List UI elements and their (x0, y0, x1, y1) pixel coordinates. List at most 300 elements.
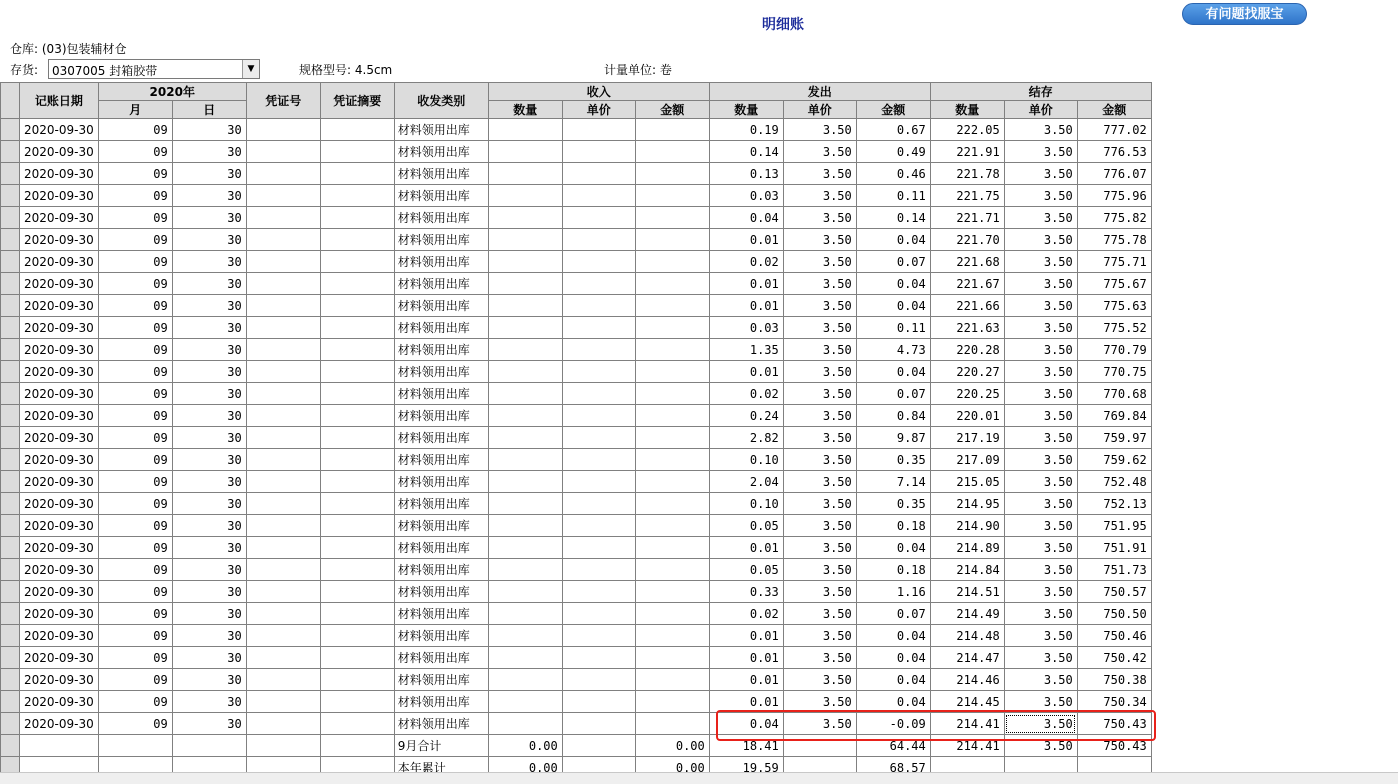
cell-balance-amount[interactable]: 750.43 (1077, 735, 1151, 757)
cell-income-amount[interactable] (635, 493, 709, 515)
cell-balance-price[interactable]: 3.50 (1004, 339, 1077, 361)
cell-date[interactable]: 2020-09-30 (20, 691, 99, 713)
cell-balance-qty[interactable]: 214.89 (930, 537, 1004, 559)
row-selector[interactable] (1, 119, 20, 141)
cell-income-amount[interactable] (635, 163, 709, 185)
cell-voucher-summary[interactable] (320, 625, 394, 647)
cell-voucher-no[interactable] (246, 625, 320, 647)
cell-income-price[interactable] (562, 669, 635, 691)
cell-income-amount[interactable] (635, 405, 709, 427)
cell-outgo-amount[interactable]: 0.07 (856, 603, 930, 625)
cell-outgo-amount[interactable]: 0.04 (856, 361, 930, 383)
table-row[interactable] (1, 185, 1152, 207)
cell-income-price[interactable] (562, 537, 635, 559)
cell-month[interactable]: 09 (98, 647, 172, 669)
cell-income-amount[interactable] (635, 207, 709, 229)
cell-balance-qty[interactable]: 214.51 (930, 581, 1004, 603)
cell-date[interactable]: 2020-09-30 (20, 515, 99, 537)
cell-month[interactable]: 09 (98, 691, 172, 713)
cell-balance-price[interactable]: 3.50 (1004, 537, 1077, 559)
cell-outgo-amount[interactable]: 0.67 (856, 119, 930, 141)
cell-balance-price[interactable]: 3.50 (1004, 625, 1077, 647)
cell-category[interactable]: 材料领用出库 (394, 229, 488, 251)
cell-outgo-qty[interactable]: 0.01 (709, 647, 783, 669)
cell-outgo-price[interactable]: 3.50 (783, 647, 856, 669)
cell-balance-amount[interactable]: 770.79 (1077, 339, 1151, 361)
cell-day[interactable]: 30 (172, 383, 246, 405)
cell-voucher-no[interactable] (246, 295, 320, 317)
cell-outgo-amount[interactable]: 0.35 (856, 449, 930, 471)
cell-balance-amount[interactable]: 750.34 (1077, 691, 1151, 713)
cell-voucher-summary[interactable] (320, 185, 394, 207)
cell-outgo-qty[interactable]: 0.14 (709, 141, 783, 163)
cell-income-price[interactable] (562, 691, 635, 713)
cell-category[interactable]: 材料领用出库 (394, 295, 488, 317)
cell-balance-qty[interactable]: 214.48 (930, 625, 1004, 647)
cell-category[interactable]: 材料领用出库 (394, 515, 488, 537)
table-row[interactable] (1, 229, 1152, 251)
row-selector[interactable] (1, 229, 20, 251)
cell-voucher-no[interactable] (246, 229, 320, 251)
cell-outgo-qty[interactable]: 0.01 (709, 295, 783, 317)
cell-voucher-no[interactable] (246, 537, 320, 559)
cell-income-amount[interactable] (635, 339, 709, 361)
cell-income-qty[interactable] (488, 427, 562, 449)
cell-income-qty[interactable] (488, 295, 562, 317)
cell-month[interactable]: 09 (98, 471, 172, 493)
cell-balance-amount[interactable]: 777.02 (1077, 119, 1151, 141)
cell-month[interactable]: 09 (98, 603, 172, 625)
cell-voucher-no[interactable] (246, 383, 320, 405)
cell-balance-amount[interactable]: 750.38 (1077, 669, 1151, 691)
cell-summary-label[interactable]: 9月合计 (394, 735, 488, 757)
cell-balance-price[interactable]: 3.50 (1004, 559, 1077, 581)
cell-outgo-amount[interactable]: 0.04 (856, 229, 930, 251)
table-row[interactable] (1, 647, 1152, 669)
cell-income-qty[interactable] (488, 405, 562, 427)
cell-income-qty[interactable] (488, 691, 562, 713)
cell-month[interactable]: 09 (98, 625, 172, 647)
cell-income-qty[interactable] (488, 669, 562, 691)
cell-date[interactable]: 2020-09-30 (20, 317, 99, 339)
cell-balance-price[interactable]: 3.50 (1004, 493, 1077, 515)
cell-income-price[interactable] (562, 757, 635, 773)
cell-outgo-amount[interactable]: 0.18 (856, 559, 930, 581)
cell-day[interactable]: 30 (172, 713, 246, 735)
cell-income-amount[interactable] (635, 625, 709, 647)
cell-outgo-price[interactable]: 3.50 (783, 339, 856, 361)
cell-income-price[interactable] (562, 713, 635, 735)
table-row[interactable] (1, 559, 1152, 581)
col-outgo-amount[interactable]: 金额 (856, 101, 930, 119)
cell-balance-qty[interactable]: 220.25 (930, 383, 1004, 405)
cell-voucher-summary[interactable] (320, 537, 394, 559)
cell-income-price[interactable] (562, 735, 635, 757)
cell-outgo-qty[interactable]: 18.41 (709, 735, 783, 757)
cell-outgo-qty[interactable]: 2.04 (709, 471, 783, 493)
row-selector[interactable] (1, 647, 20, 669)
cell-outgo-qty[interactable]: 0.10 (709, 449, 783, 471)
cell-outgo-price[interactable]: 3.50 (783, 537, 856, 559)
cell-income-qty[interactable] (488, 119, 562, 141)
cell-date[interactable] (20, 757, 99, 773)
row-selector[interactable] (1, 405, 20, 427)
cell-category[interactable]: 材料领用出库 (394, 317, 488, 339)
table-row[interactable] (1, 691, 1152, 713)
cell-date[interactable]: 2020-09-30 (20, 163, 99, 185)
cell-balance-qty[interactable]: 214.41 (930, 713, 1004, 735)
ledger-grid[interactable] (0, 82, 1398, 772)
cell-outgo-price[interactable]: 3.50 (783, 119, 856, 141)
cell-outgo-qty[interactable]: 2.82 (709, 427, 783, 449)
cell-income-amount[interactable] (635, 185, 709, 207)
cell-voucher-no[interactable] (246, 185, 320, 207)
row-selector[interactable] (1, 141, 20, 163)
cell-month[interactable]: 09 (98, 295, 172, 317)
cell-income-amount[interactable] (635, 295, 709, 317)
table-row[interactable] (1, 449, 1152, 471)
cell-balance-amount[interactable]: 752.13 (1077, 493, 1151, 515)
table-row[interactable] (1, 273, 1152, 295)
cell-outgo-amount[interactable]: 0.84 (856, 405, 930, 427)
cell-day[interactable]: 30 (172, 471, 246, 493)
col-day[interactable]: 日 (172, 101, 246, 119)
cell-income-amount[interactable] (635, 515, 709, 537)
cell-income-price[interactable] (562, 603, 635, 625)
cell-balance-amount[interactable]: 750.50 (1077, 603, 1151, 625)
cell-voucher-no[interactable] (246, 735, 320, 757)
cell-date[interactable]: 2020-09-30 (20, 471, 99, 493)
cell-outgo-qty[interactable]: 0.01 (709, 669, 783, 691)
cell-balance-qty[interactable]: 220.28 (930, 339, 1004, 361)
cell-balance-amount[interactable]: 750.46 (1077, 625, 1151, 647)
cell-outgo-qty[interactable]: 1.35 (709, 339, 783, 361)
cell-income-qty[interactable] (488, 207, 562, 229)
row-selector[interactable] (1, 383, 20, 405)
cell-balance-qty[interactable]: 221.68 (930, 251, 1004, 273)
cell-voucher-summary[interactable] (320, 515, 394, 537)
cell-voucher-summary[interactable] (320, 141, 394, 163)
col-income-amount[interactable]: 金额 (635, 101, 709, 119)
cell-income-qty[interactable] (488, 713, 562, 735)
cell-balance-qty[interactable]: 221.70 (930, 229, 1004, 251)
cell-income-qty[interactable] (488, 493, 562, 515)
cell-balance-price[interactable]: 3.50 (1004, 713, 1077, 735)
row-selector[interactable] (1, 295, 20, 317)
cell-income-price[interactable] (562, 339, 635, 361)
cell-outgo-amount[interactable]: 1.16 (856, 581, 930, 603)
cell-balance-qty[interactable]: 214.46 (930, 669, 1004, 691)
cell-date[interactable]: 2020-09-30 (20, 669, 99, 691)
cell-income-qty[interactable] (488, 361, 562, 383)
cell-voucher-summary[interactable] (320, 295, 394, 317)
cell-income-price[interactable] (562, 383, 635, 405)
cell-outgo-qty[interactable]: 0.04 (709, 207, 783, 229)
cell-outgo-qty[interactable]: 0.33 (709, 581, 783, 603)
table-row[interactable] (1, 625, 1152, 647)
chevron-down-icon[interactable]: ▼ (242, 60, 259, 78)
cell-month[interactable]: 09 (98, 405, 172, 427)
cell-income-amount[interactable] (635, 669, 709, 691)
cell-income-amount[interactable] (635, 603, 709, 625)
cell-voucher-no[interactable] (246, 581, 320, 603)
cell-income-price[interactable] (562, 185, 635, 207)
cell-month[interactable]: 09 (98, 449, 172, 471)
cell-balance-amount[interactable]: 776.07 (1077, 163, 1151, 185)
cell-category[interactable]: 材料领用出库 (394, 339, 488, 361)
table-row[interactable] (1, 295, 1152, 317)
cell-balance-price[interactable]: 3.50 (1004, 471, 1077, 493)
cell-date[interactable]: 2020-09-30 (20, 581, 99, 603)
cell-voucher-summary[interactable] (320, 493, 394, 515)
cell-balance-price[interactable]: 3.50 (1004, 691, 1077, 713)
cell-balance-qty[interactable] (930, 757, 1004, 773)
cell-month[interactable]: 09 (98, 361, 172, 383)
cell-outgo-price[interactable]: 3.50 (783, 383, 856, 405)
col-balance-amount[interactable]: 金额 (1077, 101, 1151, 119)
cell-voucher-summary[interactable] (320, 339, 394, 361)
cell-outgo-amount[interactable]: 0.11 (856, 317, 930, 339)
cell-voucher-no[interactable] (246, 647, 320, 669)
cell-day[interactable] (172, 757, 246, 773)
cell-balance-amount[interactable]: 751.91 (1077, 537, 1151, 559)
cell-voucher-summary[interactable] (320, 361, 394, 383)
cell-outgo-qty[interactable]: 0.01 (709, 229, 783, 251)
cell-outgo-price[interactable]: 3.50 (783, 471, 856, 493)
cell-income-amount[interactable] (635, 119, 709, 141)
cell-balance-price[interactable]: 3.50 (1004, 207, 1077, 229)
cell-balance-price[interactable]: 3.50 (1004, 229, 1077, 251)
cell-summary-label[interactable]: 本年累计 (394, 757, 488, 773)
row-selector[interactable] (1, 449, 20, 471)
cell-voucher-no[interactable] (246, 317, 320, 339)
cell-balance-qty[interactable]: 221.66 (930, 295, 1004, 317)
cell-balance-price[interactable]: 3.50 (1004, 361, 1077, 383)
cell-outgo-price[interactable] (783, 735, 856, 757)
cell-income-qty[interactable] (488, 141, 562, 163)
row-selector[interactable] (1, 537, 20, 559)
cell-balance-qty[interactable]: 221.67 (930, 273, 1004, 295)
cell-income-qty[interactable] (488, 471, 562, 493)
cell-date[interactable]: 2020-09-30 (20, 119, 99, 141)
cell-outgo-qty[interactable]: 0.04 (709, 713, 783, 735)
cell-outgo-price[interactable]: 3.50 (783, 669, 856, 691)
cell-balance-qty[interactable]: 214.45 (930, 691, 1004, 713)
cell-day[interactable]: 30 (172, 361, 246, 383)
cell-date[interactable]: 2020-09-30 (20, 273, 99, 295)
cell-voucher-no[interactable] (246, 273, 320, 295)
cell-voucher-summary[interactable] (320, 757, 394, 773)
row-selector[interactable] (1, 515, 20, 537)
cell-outgo-price[interactable]: 3.50 (783, 713, 856, 735)
cell-balance-price[interactable]: 3.50 (1004, 405, 1077, 427)
cell-outgo-amount[interactable]: 0.18 (856, 515, 930, 537)
cell-balance-qty[interactable]: 214.84 (930, 559, 1004, 581)
cell-outgo-amount[interactable]: 4.73 (856, 339, 930, 361)
cell-month[interactable]: 09 (98, 383, 172, 405)
cell-category[interactable]: 材料领用出库 (394, 559, 488, 581)
cell-day[interactable]: 30 (172, 141, 246, 163)
cell-voucher-no[interactable] (246, 361, 320, 383)
cell-income-qty[interactable] (488, 581, 562, 603)
cell-day[interactable]: 30 (172, 273, 246, 295)
cell-voucher-no[interactable] (246, 603, 320, 625)
cell-category[interactable]: 材料领用出库 (394, 691, 488, 713)
cell-income-amount[interactable] (635, 691, 709, 713)
cell-income-price[interactable] (562, 317, 635, 339)
col-outgo-price[interactable]: 单价 (783, 101, 856, 119)
cell-voucher-no[interactable] (246, 691, 320, 713)
cell-balance-price[interactable]: 3.50 (1004, 515, 1077, 537)
cell-date[interactable]: 2020-09-30 (20, 625, 99, 647)
col-voucher-no[interactable]: 凭证号 (246, 83, 320, 119)
cell-category[interactable]: 材料领用出库 (394, 361, 488, 383)
cell-day[interactable]: 30 (172, 603, 246, 625)
cell-balance-amount[interactable]: 770.75 (1077, 361, 1151, 383)
row-selector[interactable] (1, 581, 20, 603)
cell-voucher-summary[interactable] (320, 119, 394, 141)
table-row[interactable] (1, 163, 1152, 185)
cell-outgo-qty[interactable]: 0.01 (709, 273, 783, 295)
table-row[interactable] (1, 493, 1152, 515)
cell-outgo-price[interactable]: 3.50 (783, 449, 856, 471)
cell-month[interactable]: 09 (98, 207, 172, 229)
row-selector[interactable] (1, 669, 20, 691)
cell-balance-price[interactable]: 3.50 (1004, 603, 1077, 625)
row-selector[interactable] (1, 185, 20, 207)
cell-voucher-summary[interactable] (320, 383, 394, 405)
cell-outgo-qty[interactable]: 0.01 (709, 691, 783, 713)
cell-income-price[interactable] (562, 273, 635, 295)
cell-outgo-amount[interactable]: 0.07 (856, 251, 930, 273)
cell-voucher-summary[interactable] (320, 251, 394, 273)
cell-day[interactable]: 30 (172, 559, 246, 581)
cell-balance-amount[interactable]: 775.71 (1077, 251, 1151, 273)
cell-income-price[interactable] (562, 119, 635, 141)
cell-income-amount[interactable] (635, 141, 709, 163)
cell-balance-price[interactable] (1004, 757, 1077, 773)
cell-voucher-no[interactable] (246, 405, 320, 427)
cell-balance-amount[interactable]: 759.97 (1077, 427, 1151, 449)
cell-income-amount[interactable] (635, 383, 709, 405)
cell-balance-price[interactable]: 3.50 (1004, 163, 1077, 185)
cell-outgo-price[interactable]: 3.50 (783, 295, 856, 317)
cell-voucher-summary[interactable] (320, 581, 394, 603)
table-row[interactable] (1, 119, 1152, 141)
cell-balance-qty[interactable]: 217.19 (930, 427, 1004, 449)
cell-balance-amount[interactable]: 769.84 (1077, 405, 1151, 427)
cell-category[interactable]: 材料领用出库 (394, 163, 488, 185)
cell-date[interactable]: 2020-09-30 (20, 295, 99, 317)
cell-category[interactable]: 材料领用出库 (394, 141, 488, 163)
cell-outgo-price[interactable]: 3.50 (783, 141, 856, 163)
row-selector[interactable] (1, 339, 20, 361)
cell-balance-amount[interactable]: 775.96 (1077, 185, 1151, 207)
cell-month[interactable]: 09 (98, 427, 172, 449)
cell-month[interactable]: 09 (98, 163, 172, 185)
cell-income-amount[interactable] (635, 251, 709, 273)
cell-income-amount[interactable] (635, 713, 709, 735)
cell-voucher-no[interactable] (246, 669, 320, 691)
cell-income-amount[interactable] (635, 427, 709, 449)
cell-month[interactable]: 09 (98, 493, 172, 515)
cell-category[interactable]: 材料领用出库 (394, 251, 488, 273)
cell-income-qty[interactable] (488, 559, 562, 581)
cell-balance-price[interactable]: 3.50 (1004, 119, 1077, 141)
cell-income-qty[interactable] (488, 449, 562, 471)
cell-day[interactable]: 30 (172, 163, 246, 185)
cell-category[interactable]: 材料领用出库 (394, 427, 488, 449)
cell-outgo-amount[interactable]: 0.35 (856, 493, 930, 515)
cell-month[interactable]: 09 (98, 515, 172, 537)
cell-category[interactable]: 材料领用出库 (394, 493, 488, 515)
cell-outgo-qty[interactable]: 0.05 (709, 515, 783, 537)
cell-outgo-amount[interactable]: 0.04 (856, 691, 930, 713)
cell-balance-price[interactable]: 3.50 (1004, 251, 1077, 273)
cell-balance-qty[interactable]: 222.05 (930, 119, 1004, 141)
cell-outgo-qty[interactable]: 0.01 (709, 537, 783, 559)
cell-date[interactable]: 2020-09-30 (20, 229, 99, 251)
table-row[interactable] (1, 141, 1152, 163)
cell-outgo-amount[interactable]: 0.14 (856, 207, 930, 229)
cell-income-amount[interactable] (635, 559, 709, 581)
cell-voucher-no[interactable] (246, 559, 320, 581)
cell-voucher-no[interactable] (246, 339, 320, 361)
table-row[interactable] (1, 537, 1152, 559)
cell-outgo-amount[interactable]: 0.07 (856, 383, 930, 405)
table-row[interactable] (1, 339, 1152, 361)
cell-balance-amount[interactable]: 775.63 (1077, 295, 1151, 317)
cell-day[interactable]: 30 (172, 625, 246, 647)
cell-date[interactable]: 2020-09-30 (20, 251, 99, 273)
cell-outgo-amount[interactable]: 0.04 (856, 647, 930, 669)
cell-date[interactable]: 2020-09-30 (20, 713, 99, 735)
cell-income-price[interactable] (562, 647, 635, 669)
cell-day[interactable]: 30 (172, 119, 246, 141)
cell-balance-price[interactable]: 3.50 (1004, 317, 1077, 339)
cell-category[interactable]: 材料领用出库 (394, 669, 488, 691)
cell-date[interactable] (20, 735, 99, 757)
table-row[interactable] (1, 713, 1152, 735)
cell-balance-qty[interactable]: 220.27 (930, 361, 1004, 383)
cell-income-qty[interactable] (488, 163, 562, 185)
row-selector[interactable] (1, 625, 20, 647)
cell-voucher-summary[interactable] (320, 229, 394, 251)
cell-category[interactable]: 材料领用出库 (394, 405, 488, 427)
table-row[interactable] (1, 669, 1152, 691)
cell-outgo-amount[interactable]: 7.14 (856, 471, 930, 493)
cell-balance-amount[interactable]: 776.53 (1077, 141, 1151, 163)
cell-outgo-price[interactable]: 3.50 (783, 625, 856, 647)
cell-income-amount[interactable] (635, 229, 709, 251)
cell-voucher-no[interactable] (246, 471, 320, 493)
cell-voucher-summary[interactable] (320, 691, 394, 713)
cell-balance-price[interactable]: 3.50 (1004, 141, 1077, 163)
cell-income-price[interactable] (562, 163, 635, 185)
cell-outgo-qty[interactable]: 0.13 (709, 163, 783, 185)
cell-income-price[interactable] (562, 427, 635, 449)
cell-income-amount[interactable] (635, 449, 709, 471)
table-row[interactable] (1, 317, 1152, 339)
cell-balance-amount[interactable]: 775.82 (1077, 207, 1151, 229)
cell-balance-qty[interactable]: 214.47 (930, 647, 1004, 669)
cell-outgo-amount[interactable]: 0.49 (856, 141, 930, 163)
row-selector[interactable] (1, 207, 20, 229)
row-selector[interactable] (1, 735, 20, 757)
cell-income-amount[interactable] (635, 647, 709, 669)
cell-outgo-amount[interactable]: 0.04 (856, 537, 930, 559)
cell-income-price[interactable] (562, 471, 635, 493)
